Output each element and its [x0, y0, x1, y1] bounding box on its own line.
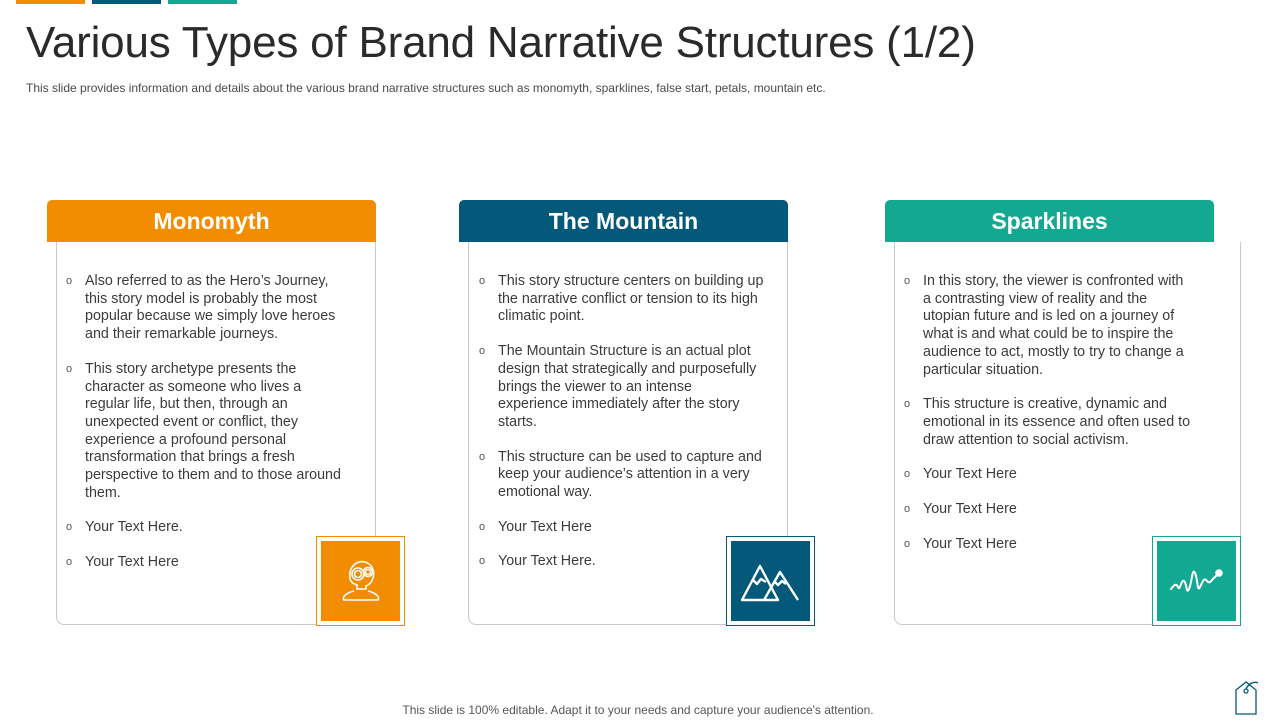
accent-bar-blue [92, 0, 161, 4]
bullet-marker: o [479, 520, 486, 533]
bullet-marker: o [66, 521, 73, 534]
bullet-item: o This structure is creative, dynamic and emotional in its essence and often used to draw attention to social activism. [904, 396, 1191, 448]
bullet-item: o This structure can be used to capture and keep your audience’s attention in a very emotional way. [479, 448, 762, 501]
bullet-marker: o [479, 555, 486, 568]
card-header-mountain: The Mountain [459, 200, 788, 242]
bullet-marker: o [904, 275, 911, 287]
mountain-icon [731, 541, 810, 621]
bullet-marker: o [904, 398, 911, 411]
icon-frame [726, 536, 815, 626]
bullet-item: o This story structure centers on building up the narrative conflict or tension to its high climatic point. [479, 273, 764, 325]
bullet-item: o Your Text Here [479, 518, 592, 535]
bullet-marker: o [479, 345, 486, 358]
bullet-item: o In this story, the viewer is confronted with a contrasting view of reality and the utopian future and is led on a journey of what is and what could be to inspire the audience to act, mostly to try to change a particular situation. [904, 273, 1184, 378]
bullet-marker: o [479, 450, 486, 463]
bullet-item: o This story archetype presents the character as someone who lives a regular life, but then, through an unexpected event or conflict, they experience a profound personal transformation that brings a fresh perspective to them and to those around them. [66, 360, 341, 501]
bullet-marker: o [479, 275, 486, 287]
icon-frame [1152, 536, 1241, 626]
bullet-marker: o [904, 537, 911, 550]
bullet-item: o Your Text Here [904, 466, 1017, 483]
accent-bar-orange [16, 0, 85, 4]
bullet-list [479, 273, 764, 588]
card-header-sparklines: Sparklines [885, 200, 1214, 242]
slide-subtitle: This slide provides information and details about the various brand narrative structures such as monomyth, sparklines, false start, petals, mountain etc. [26, 81, 826, 95]
bullet-item: o Your Text Here. [66, 519, 183, 536]
bullet-item: o Your Text Here. [479, 553, 596, 570]
bullet-list [66, 273, 348, 589]
bullet-item: o The Mountain Structure is an actual plot design that strategically and purposefully brings the viewer to an intense experience immediately after the story starts. [479, 343, 757, 430]
card-header-monomyth: Monomyth [47, 200, 376, 242]
bullet-marker: o [66, 275, 73, 287]
person-gears-icon [321, 541, 400, 621]
slide-title: Various Types of Brand Narrative Structures (1/2) [26, 18, 976, 67]
footer-note: This slide is 100% editable. Adapt it to your needs and capture your audience's attention. [402, 703, 874, 717]
bullet-marker: o [904, 503, 911, 516]
bullet-marker: o [66, 556, 73, 569]
bullet-list [904, 273, 1194, 570]
bullet-marker: o [904, 468, 911, 481]
icon-frame [316, 536, 405, 626]
sparkline-icon [1157, 541, 1236, 621]
accent-bar-green [168, 0, 237, 4]
bullet-marker: o [66, 362, 73, 375]
bullet-item: o Your Text Here [66, 554, 179, 571]
bullet-item: o Your Text Here [904, 501, 1017, 518]
tag-icon [1232, 678, 1260, 721]
bullet-item: o Also referred to as the Hero’s Journey, this story model is probably the most popular because we simply love heroes and their remarkable journeys. [66, 273, 336, 343]
bullet-item: o Your Text Here [904, 535, 1017, 552]
